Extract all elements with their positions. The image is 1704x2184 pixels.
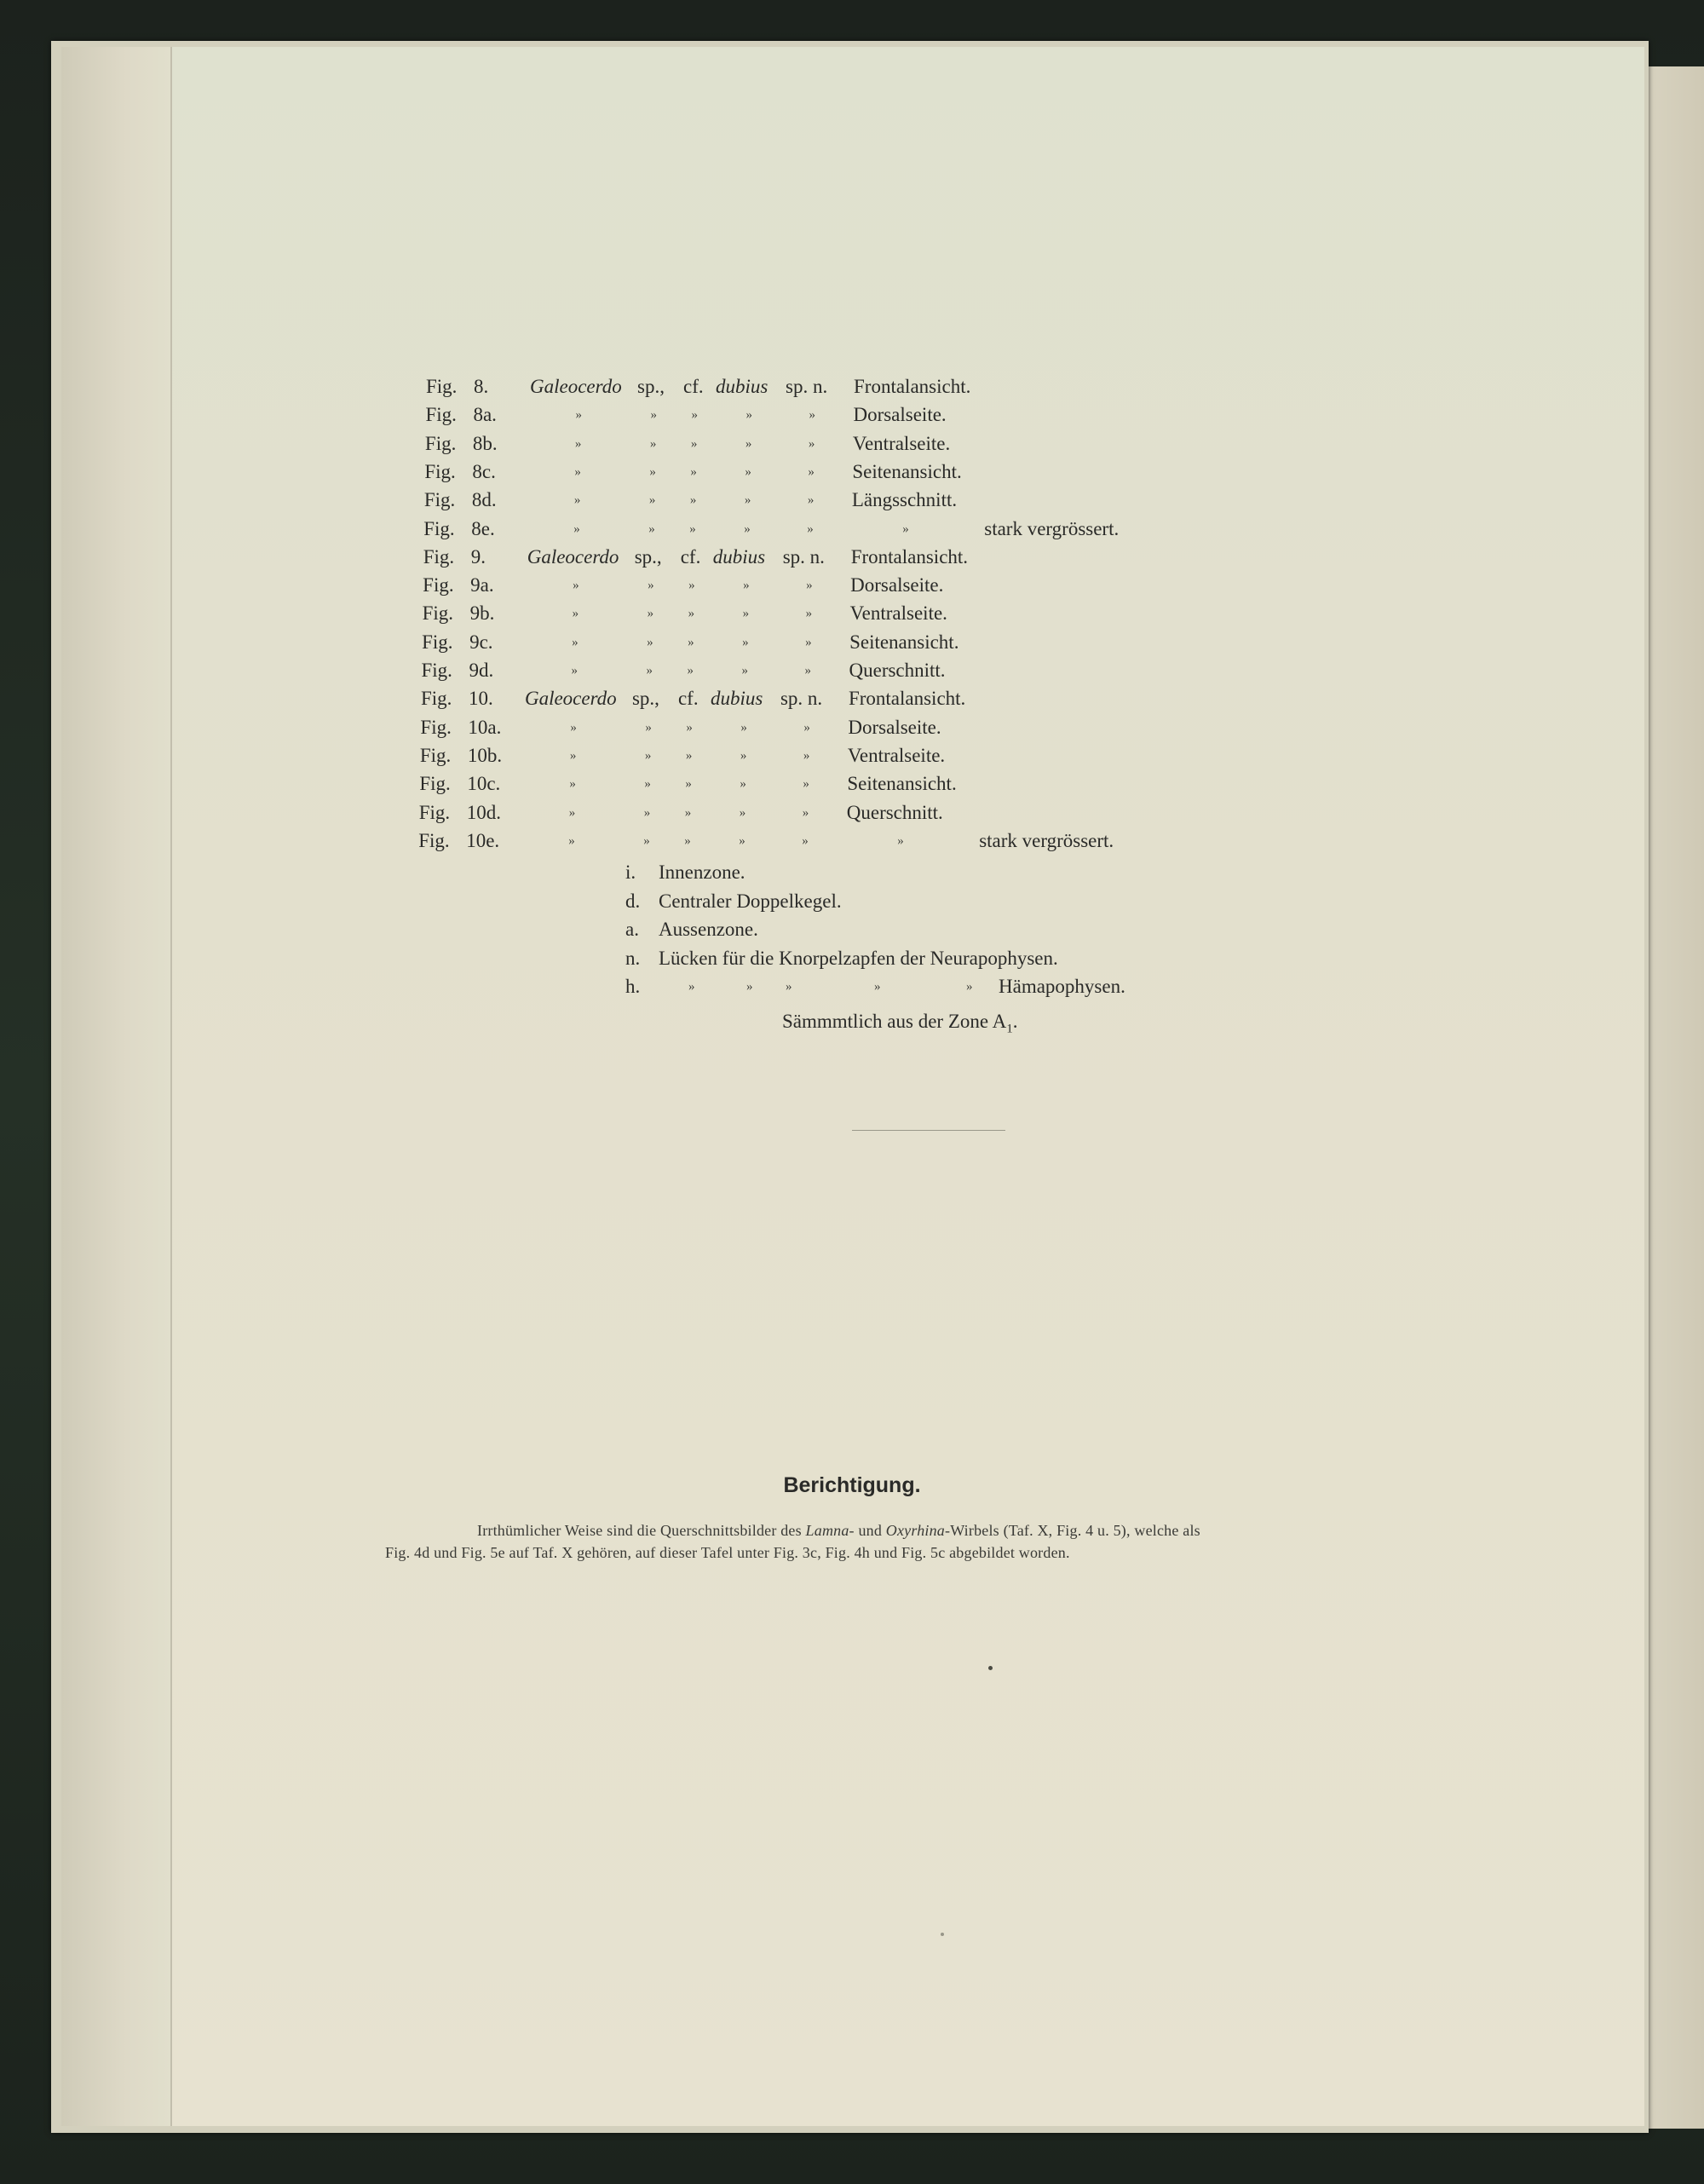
figure-spn: » (803, 720, 810, 735)
figure-cf: cf. (683, 376, 704, 397)
figure-species: » (740, 777, 746, 792)
figure-sp: » (648, 579, 654, 593)
figure-spn: » (809, 408, 815, 423)
legend-key: h. (625, 976, 641, 997)
correction-line-1 (477, 1522, 1200, 1540)
legend-tail: Hämapophysen. (999, 976, 1125, 997)
figure-num: 9a. (470, 574, 494, 596)
figure-species: » (740, 748, 747, 763)
summary-text: Sämmmtlich aus der Zone A (782, 1011, 1007, 1032)
figure-species: » (744, 493, 751, 508)
figure-fig: Fig. (421, 660, 452, 681)
figure-cf: » (685, 748, 693, 763)
figure-sp: sp., (634, 545, 662, 568)
figure-num: 9c. (469, 631, 493, 653)
figure-num: 10a. (468, 716, 502, 738)
figure-fig: Fig. (423, 545, 455, 568)
figure-genus: » (573, 493, 581, 508)
figure-fig: Fig. (422, 631, 453, 653)
figure-num: 8d. (471, 489, 497, 511)
figure-num: 10e. (466, 829, 500, 851)
figure-num: 9d. (469, 660, 494, 681)
figure-spn: » (802, 805, 809, 820)
figure-species: » (739, 833, 746, 848)
figure-num: 9b. (469, 602, 495, 625)
figure-species: » (742, 635, 749, 649)
figure-cf: » (688, 635, 694, 649)
legend-d4: » (874, 980, 881, 994)
figure-spn: sp. n. (782, 545, 825, 568)
figure-num: 10d. (466, 801, 501, 823)
figure-spn: sp. n. (786, 376, 828, 397)
figure-cf: » (690, 436, 698, 451)
figure-view: Seitenansicht. (847, 773, 957, 795)
figure-species: » (741, 664, 748, 677)
figure-cf: » (688, 607, 695, 621)
figure-sp: » (644, 748, 652, 763)
legend-text: Centraler Doppelkegel. (659, 890, 842, 912)
figure-sp: » (649, 464, 656, 479)
correction-oxyrhina: Oxyrhina (885, 1522, 946, 1539)
figure-view: » (897, 833, 904, 848)
figure-species: » (744, 522, 751, 536)
figure-cf: » (691, 408, 698, 423)
book-page (61, 47, 1644, 2126)
ink-speck (941, 1933, 944, 1936)
figure-view: Längsschnitt. (851, 489, 958, 511)
figure-spn: » (808, 464, 815, 479)
legend-key: a. (625, 919, 639, 940)
figure-sp: » (645, 720, 652, 735)
correction-line-1-a: Irrthümlicher Weise sind die Querschnittsbilder des (477, 1522, 806, 1539)
legend-text: Lücken für die Knorpelzapfen der Neurapophysen. (659, 947, 1058, 969)
legend-d2: » (746, 980, 753, 994)
figure-genus: » (575, 408, 582, 423)
figure-num: 10. (468, 688, 493, 710)
figure-fig: Fig. (418, 801, 451, 823)
figure-genus: » (572, 635, 579, 649)
figure-view: Ventralseite. (849, 602, 947, 625)
figure-spn: » (805, 607, 813, 621)
separator-rule (852, 1130, 1005, 1131)
ink-speck (988, 1666, 993, 1670)
figure-view: Frontalansicht. (854, 376, 971, 397)
figure-fig: Fig. (419, 773, 451, 795)
figure-sp: sp., (637, 376, 665, 397)
figure-spn: » (807, 522, 814, 536)
figure-genus: » (571, 664, 578, 677)
legend-text: Innenzone. (659, 861, 746, 883)
figure-genus: » (574, 464, 581, 479)
figure-fig: Fig. (418, 829, 450, 851)
figure-genus: » (573, 579, 579, 593)
figure-view: Dorsalseite. (853, 404, 947, 426)
figure-view: Seitenansicht. (852, 460, 962, 482)
figure-view: » (902, 522, 909, 536)
figure-genus: » (568, 805, 576, 820)
figure-cf: » (689, 522, 696, 536)
figure-genus: Galeocerdo (524, 688, 617, 710)
figure-spn: » (806, 579, 813, 593)
legend-key: i. (625, 861, 636, 883)
summary-end: . (1012, 1011, 1018, 1032)
figure-view: Querschnitt. (849, 660, 946, 681)
figure-species: dubius (716, 376, 769, 397)
figure-note: stark vergrössert. (979, 829, 1114, 851)
figure-genus: » (568, 833, 575, 848)
figure-num: 8b. (472, 432, 498, 454)
figure-view: Frontalansicht. (850, 545, 969, 568)
figure-fig: Fig. (419, 744, 452, 766)
figure-view: Querschnitt. (846, 801, 943, 823)
figure-num: 8. (474, 376, 489, 397)
figure-genus: » (569, 777, 576, 792)
figure-sp: » (646, 664, 653, 677)
binding-gutter (170, 47, 172, 2126)
figure-sp: » (647, 607, 654, 621)
figure-spn: » (805, 635, 812, 649)
legend-d5: » (966, 980, 973, 994)
figure-genus: Galeocerdo (530, 376, 622, 397)
legend-d1: » (688, 980, 695, 994)
figure-view: Ventralseite. (847, 744, 946, 766)
figure-cf: cf. (680, 545, 701, 568)
correction-lamna: Lamna- (805, 1522, 855, 1539)
figure-spn: » (804, 664, 811, 677)
figure-num: 10c. (467, 773, 501, 795)
figure-cf: » (687, 664, 694, 677)
figure-sp: » (648, 493, 656, 508)
figure-num: 10b. (467, 744, 503, 766)
figure-cf: » (684, 833, 691, 848)
figure-fig: Fig. (422, 602, 454, 625)
correction-line-2: Fig. 4d und Fig. 5e auf Taf. X gehören, auf dieser Tafel unter Fig. 3c, Fig. 4h und Fig. 5c abgebildet worden. (385, 1544, 1070, 1561)
figure-num: 8c. (472, 460, 496, 482)
summary-line (782, 1011, 1017, 1037)
figure-genus: » (574, 436, 582, 451)
figure-species: » (742, 607, 750, 621)
correction-line-1-b: und (854, 1522, 886, 1539)
figure-species: » (739, 805, 746, 820)
figure-view: Dorsalseite. (848, 716, 941, 738)
figure-sp: » (647, 635, 653, 649)
figure-sp: » (648, 522, 655, 536)
legend-key: n. (625, 947, 641, 969)
figure-spn: » (808, 436, 815, 451)
legend-key: d. (625, 890, 641, 912)
figure-genus: Galeocerdo (527, 545, 619, 568)
figure-cf: » (689, 493, 697, 508)
figure-species: » (740, 720, 747, 735)
figure-fig: Fig. (426, 376, 458, 397)
correction-heading: Berichtigung. (783, 1473, 921, 1497)
figure-fig: Fig. (425, 404, 457, 426)
figure-fig: Fig. (423, 489, 456, 511)
summary-subscript: 1 (1006, 1022, 1013, 1036)
figure-spn: » (803, 777, 809, 792)
figure-species: dubius (712, 545, 766, 568)
figure-species: » (743, 579, 750, 593)
correction-line-1-c: -Wirbels (Taf. X, Fig. 4 u. 5), welche als (945, 1522, 1200, 1539)
legend-text: Aussenzone. (659, 919, 758, 940)
figure-fig: Fig. (424, 432, 457, 454)
figure-sp: » (644, 777, 651, 792)
figure-num: 8e. (471, 517, 495, 539)
figure-num: 8a. (473, 404, 497, 426)
figure-view: Seitenansicht. (849, 631, 959, 653)
figure-sp: » (643, 805, 651, 820)
figure-cf: » (684, 805, 692, 820)
figure-note: stark vergrössert. (984, 517, 1120, 539)
figure-fig: Fig. (420, 716, 452, 738)
figure-spn: » (802, 833, 809, 848)
figure-species: » (745, 436, 752, 451)
figure-genus: » (570, 720, 577, 735)
figure-sp: sp., (631, 688, 659, 710)
figure-spn: » (803, 748, 810, 763)
figure-species: dubius (710, 688, 763, 710)
figure-cf: » (688, 579, 695, 593)
figure-num: 9. (470, 545, 486, 568)
figure-view: Ventralseite. (852, 432, 951, 454)
figure-genus: » (573, 522, 580, 536)
figure-fig: Fig. (423, 574, 454, 596)
figure-cf: » (686, 720, 693, 735)
figure-spn: sp. n. (780, 688, 823, 710)
figure-cf: » (690, 464, 697, 479)
figure-view: Dorsalseite. (850, 574, 944, 596)
figure-species: » (746, 408, 752, 423)
figure-genus: » (569, 748, 577, 763)
figure-sp: » (643, 833, 650, 848)
figure-fig: Fig. (423, 517, 455, 539)
figure-cf: » (685, 777, 692, 792)
figure-cf: cf. (677, 688, 699, 710)
figure-sp: » (649, 436, 657, 451)
figure-sp: » (650, 408, 657, 423)
figure-species: » (745, 464, 751, 479)
figure-fig: Fig. (420, 688, 452, 710)
figure-genus: » (572, 607, 579, 621)
figure-fig: Fig. (424, 460, 456, 482)
figure-spn: » (807, 493, 815, 508)
legend-d3: » (786, 980, 792, 994)
figure-view: Frontalansicht. (848, 688, 966, 710)
